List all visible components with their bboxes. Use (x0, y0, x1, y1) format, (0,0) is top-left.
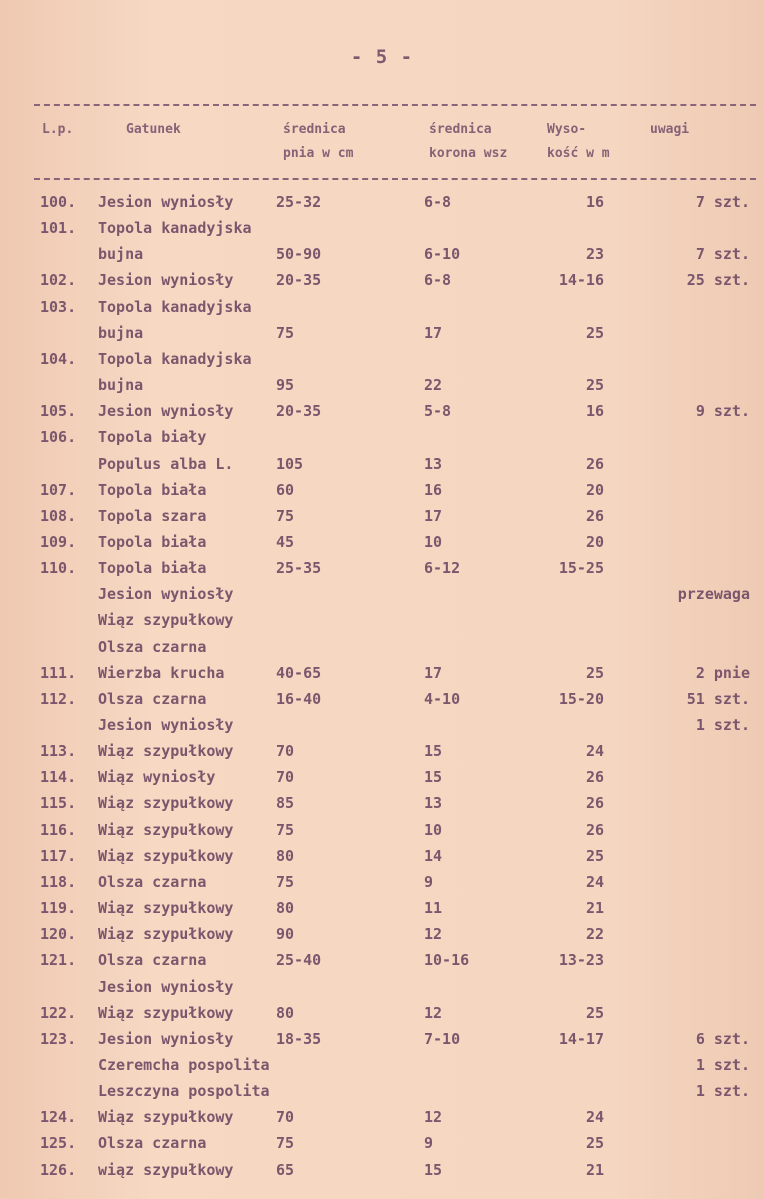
row-trunk-diameter: 25-40 (276, 951, 322, 969)
row-trunk-diameter: 25-35 (276, 559, 322, 577)
row-lp: 111. (40, 664, 77, 682)
row-lp: 119. (40, 899, 77, 917)
row-height: 25 (585, 664, 604, 682)
row-trunk-diameter: 80 (276, 847, 295, 865)
row-remarks: 6 szt. (695, 1030, 750, 1048)
row-remarks: 25 szt. (686, 271, 750, 289)
row-crown-diameter: 6-8 (424, 271, 452, 289)
row-lp: 109. (40, 533, 77, 551)
row-remarks: 9 szt. (695, 402, 750, 420)
row-height: 16 (585, 402, 604, 420)
row-height: 14-17 (558, 1030, 604, 1048)
row-species: Jesion wyniosły (98, 402, 234, 420)
row-trunk-diameter: 85 (276, 794, 295, 812)
row-height: 20 (585, 533, 604, 551)
row-remarks: 1 szt. (695, 1082, 750, 1100)
row-species: Topola kanadyjska (98, 219, 252, 237)
row-species: Topola biała (98, 481, 207, 499)
row-crown-diameter: 12 (424, 1108, 443, 1126)
row-trunk-diameter: 16-40 (276, 690, 322, 708)
row-trunk-diameter: 80 (276, 1004, 295, 1022)
row-lp: 105. (40, 402, 77, 420)
row-remarks: 7 szt. (695, 245, 750, 263)
row-trunk-diameter: 70 (276, 768, 295, 786)
row-lp: 104. (40, 350, 77, 368)
table-header-rule (34, 178, 756, 180)
row-species: Jesion wyniosły (98, 978, 234, 996)
row-crown-diameter: 10-16 (424, 951, 470, 969)
row-species: Jesion wyniosły (98, 585, 234, 603)
row-trunk-diameter: 70 (276, 1108, 295, 1126)
header-species: Gatunek (126, 122, 181, 137)
row-species: bujna (98, 376, 144, 394)
row-trunk-diameter: 75 (276, 821, 295, 839)
row-lp: 102. (40, 271, 77, 289)
row-height: 14-16 (558, 271, 604, 289)
row-species: Jesion wyniosły (98, 716, 234, 734)
row-crown-diameter: 7-10 (424, 1030, 461, 1048)
row-species: Leszczyna pospolita (98, 1082, 270, 1100)
row-species: bujna (98, 324, 144, 342)
row-trunk-diameter: 75 (276, 324, 295, 342)
row-crown-diameter: 9 (424, 873, 434, 891)
row-crown-diameter: 14 (424, 847, 443, 865)
row-lp: 122. (40, 1004, 77, 1022)
row-height: 15-20 (558, 690, 604, 708)
header-height (547, 118, 610, 166)
row-species: Jesion wyniosły (98, 1030, 234, 1048)
row-lp: 125. (40, 1134, 77, 1152)
header-remarks: uwagi (650, 122, 690, 137)
row-trunk-diameter: 20-35 (276, 271, 322, 289)
table-top-rule (34, 104, 756, 106)
row-species: wiąz szypułkowy (98, 1161, 234, 1179)
row-trunk-diameter: 75 (276, 873, 295, 891)
row-species: Olsza czarna (98, 873, 207, 891)
row-species: Wiąz szypułkowy (98, 794, 234, 812)
row-crown-diameter: 15 (424, 742, 443, 760)
page-number: - 5 - (350, 46, 414, 68)
row-crown-diameter: 13 (424, 455, 443, 473)
row-crown-diameter: 9 (424, 1134, 434, 1152)
row-lp: 118. (40, 873, 77, 891)
row-crown-diameter: 12 (424, 1004, 443, 1022)
row-crown-diameter: 6-8 (424, 193, 452, 211)
row-remarks: 2 pnie (695, 664, 750, 682)
row-lp: 123. (40, 1030, 77, 1048)
row-species: Olsza czarna (98, 638, 207, 656)
row-crown-diameter: 13 (424, 794, 443, 812)
row-crown-diameter: 6-12 (424, 559, 461, 577)
row-lp: 113. (40, 742, 77, 760)
row-remarks: przewaga (677, 585, 750, 603)
row-crown-diameter: 15 (424, 768, 443, 786)
row-crown-diameter: 22 (424, 376, 443, 394)
row-species: Topola kanadyjska (98, 298, 252, 316)
row-trunk-diameter: 25-32 (276, 193, 322, 211)
header-lp: L.p. (42, 122, 74, 137)
row-crown-diameter: 15 (424, 1161, 443, 1179)
row-species: Wiąz szypułkowy (98, 847, 234, 865)
row-crown-diameter: 4-10 (424, 690, 461, 708)
row-species: Wiąz szypułkowy (98, 611, 234, 629)
row-trunk-diameter: 75 (276, 507, 295, 525)
row-trunk-diameter: 60 (276, 481, 295, 499)
row-species: Olsza czarna (98, 951, 207, 969)
row-species: Wiąz szypułkowy (98, 1004, 234, 1022)
row-species: Wiąz wyniosły (98, 768, 216, 786)
row-species: Olsza czarna (98, 1134, 207, 1152)
row-crown-diameter: 17 (424, 664, 443, 682)
row-remarks: 51 szt. (686, 690, 750, 708)
row-species: Olsza czarna (98, 690, 207, 708)
row-height: 25 (585, 324, 604, 342)
row-height: 20 (585, 481, 604, 499)
row-lp: 114. (40, 768, 77, 786)
row-lp: 110. (40, 559, 77, 577)
row-lp: 103. (40, 298, 77, 316)
row-lp: 112. (40, 690, 77, 708)
row-remarks: 1 szt. (695, 1056, 750, 1074)
row-species: Czeremcha pospolita (98, 1056, 270, 1074)
row-species: Wiąz szypułkowy (98, 821, 234, 839)
header-crown-diameter (429, 118, 507, 166)
row-species: Topola biała (98, 533, 207, 551)
row-crown-diameter: 17 (424, 324, 443, 342)
row-height: 16 (585, 193, 604, 211)
row-species: Wiąz szypułkowy (98, 925, 234, 943)
row-height: 26 (585, 794, 604, 812)
row-species: Wierzba krucha (98, 664, 225, 682)
row-crown-diameter: 16 (424, 481, 443, 499)
row-lp: 100. (40, 193, 77, 211)
row-species: Jesion wyniosły (98, 193, 234, 211)
row-crown-diameter: 12 (424, 925, 443, 943)
row-trunk-diameter: 40-65 (276, 664, 322, 682)
row-trunk-diameter: 80 (276, 899, 295, 917)
row-height: 24 (585, 742, 604, 760)
row-trunk-diameter: 65 (276, 1161, 295, 1179)
row-lp: 126. (40, 1161, 77, 1179)
row-lp: 116. (40, 821, 77, 839)
row-trunk-diameter: 90 (276, 925, 295, 943)
row-species: Topola biały (98, 428, 207, 446)
row-species: bujna (98, 245, 144, 263)
row-height: 22 (585, 925, 604, 943)
row-lp: 124. (40, 1108, 77, 1126)
row-height: 21 (585, 1161, 604, 1179)
header-trunk-diameter-line2: pnia w cm (283, 146, 354, 161)
row-height: 24 (585, 1108, 604, 1126)
header-height-line2: kość w m (547, 146, 610, 161)
row-height: 25 (585, 847, 604, 865)
row-species: Topola szara (98, 507, 207, 525)
row-height: 25 (585, 1004, 604, 1022)
row-trunk-diameter: 18-35 (276, 1030, 322, 1048)
header-crown-diameter-line2: korona wsz (429, 146, 508, 161)
row-height: 26 (585, 821, 604, 839)
row-height: 24 (585, 873, 604, 891)
row-height: 25 (585, 376, 604, 394)
header-trunk-diameter-line1: średnica (283, 122, 346, 137)
row-height: 15-25 (558, 559, 604, 577)
row-lp: 106. (40, 428, 77, 446)
row-trunk-diameter: 95 (276, 376, 295, 394)
row-height: 26 (585, 455, 604, 473)
row-height: 21 (585, 899, 604, 917)
row-height: 13-23 (558, 951, 604, 969)
row-lp: 101. (40, 219, 77, 237)
row-species: Topola biała (98, 559, 207, 577)
row-lp: 117. (40, 847, 77, 865)
row-height: 26 (585, 507, 604, 525)
row-crown-diameter: 10 (424, 533, 443, 551)
row-lp: 107. (40, 481, 77, 499)
row-species: Topola kanadyjska (98, 350, 252, 368)
row-lp: 121. (40, 951, 77, 969)
row-species: Wiąz szypułkowy (98, 742, 234, 760)
row-crown-diameter: 10 (424, 821, 443, 839)
row-crown-diameter: 5-8 (424, 402, 452, 420)
row-trunk-diameter: 105 (276, 455, 304, 473)
row-crown-diameter: 6-10 (424, 245, 461, 263)
row-lp: 120. (40, 925, 77, 943)
row-remarks: 1 szt. (695, 716, 750, 734)
row-trunk-diameter: 75 (276, 1134, 295, 1152)
row-species: Jesion wyniosły (98, 271, 234, 289)
row-height: 25 (585, 1134, 604, 1152)
row-trunk-diameter: 50-90 (276, 245, 322, 263)
header-trunk-diameter (283, 118, 353, 166)
row-height: 26 (585, 768, 604, 786)
header-height-line1: Wyso- (547, 122, 587, 137)
row-trunk-diameter: 70 (276, 742, 295, 760)
row-species: Wiąz szypułkowy (98, 1108, 234, 1126)
row-height: 23 (585, 245, 604, 263)
row-remarks: 7 szt. (695, 193, 750, 211)
row-lp: 108. (40, 507, 77, 525)
header-crown-diameter-line1: średnica (429, 122, 492, 137)
row-crown-diameter: 17 (424, 507, 443, 525)
row-trunk-diameter: 20-35 (276, 402, 322, 420)
row-trunk-diameter: 45 (276, 533, 295, 551)
row-crown-diameter: 11 (424, 899, 443, 917)
row-lp: 115. (40, 794, 77, 812)
row-species: Wiąz szypułkowy (98, 899, 234, 917)
row-species: Populus alba L. (98, 455, 234, 473)
